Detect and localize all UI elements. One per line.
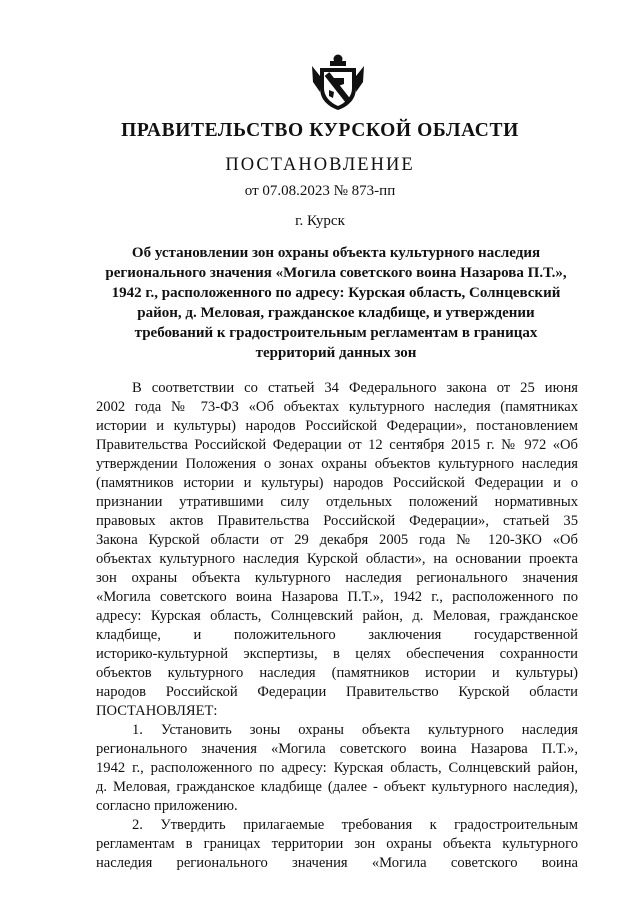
title-line: район, д. Меловая, гражданское кладбище, и утверждении	[137, 305, 535, 321]
title-line: регионального значения «Могила советского воина Назарова П.Т.»,	[105, 265, 567, 281]
body-line: В соответствии со статьей 34 Федерального закона от 25 июня	[132, 380, 578, 396]
body-line: Закона Курской области от 29 декабря 2005 года № 120-ЗКО «Об	[96, 532, 578, 548]
body-line: историко-культурной экспертизы, в целях обеспечения сохранности	[96, 646, 578, 662]
body-line: регионального значения «Могила советского воина Назарова П.Т.»,	[96, 741, 578, 757]
body-line: 1. Установить зоны охраны объекта культурного наследия	[132, 722, 578, 738]
body-line: утверждении Положения о зонах охраны объектов культурного наследия	[96, 456, 578, 472]
body-line: объектах культурного наследия Курской области», на основании проекта	[96, 551, 578, 567]
body-line: 1942 г., расположенного по адресу: Курская область, Солнцевский район,	[96, 760, 578, 776]
body-line: ПОСТАНОВЛЯЕТ:	[96, 703, 218, 719]
document-city: г. Курск	[295, 213, 345, 229]
title-line: требований к градостроительным регламентам в границах	[134, 325, 538, 341]
body-line: правовых актов Правительства Российской Федерации», статьей 35	[96, 513, 578, 529]
body-line: кладбище, и положительного заключения государственной	[96, 627, 578, 643]
coat-of-arms-icon	[310, 52, 366, 112]
title-line: 1942 г., расположенного по адресу: Курская область, Солнцевский	[111, 285, 561, 301]
body-line: истории и культуры) народов Российской Федерации», постановлением	[96, 418, 578, 434]
body-line: (памятников истории и культуры) народов Российской Федерации и о	[96, 475, 578, 491]
body-line: согласно приложению.	[96, 798, 238, 814]
document-type: ПОСТАНОВЛЕНИЕ	[225, 155, 415, 175]
body-line: д. Меловая, гражданское кладбище (далее - объект культурного наследия),	[96, 779, 578, 795]
body-line: регламентам в границах территории зон охраны объекта культурного	[96, 836, 578, 852]
body-line: Правительства Российской Федерации от 12 сентября 2015 г. № 972 «Об	[96, 437, 578, 453]
body-line: 2002 года № 73-ФЗ «Об объектах культурного наследия (памятниках	[96, 399, 578, 415]
title-line: территорий данных зон	[255, 345, 417, 361]
body-line: наследия регионального значения «Могила советского воина	[96, 855, 578, 871]
body-line: адресу: Курская область, Солнцевский район, д. Меловая, гражданское	[96, 608, 578, 624]
document-date-number: от 07.08.2023 № 873-пп	[244, 183, 396, 199]
body-line: зон охраны объекта культурного наследия регионального значения	[96, 570, 578, 586]
body-line: народов Российской Федерации Правительство Курской области	[96, 684, 578, 700]
body-line: «Могила советского воина Назарова П.Т.», 1942 г., расположенного по	[96, 589, 578, 605]
body-line: объектов культурного наследия (памятников истории и культуры)	[96, 665, 578, 681]
body-line: признании утратившими силу отдельных положений нормативных	[96, 494, 578, 510]
body-line: 2. Утвердить прилагаемые требования к градостроительным	[132, 817, 578, 833]
title-line: Об установлении зон охраны объекта культурного наследия	[131, 245, 541, 261]
government-name: ПРАВИТЕЛЬСТВО КУРСКОЙ ОБЛАСТИ	[121, 120, 519, 141]
